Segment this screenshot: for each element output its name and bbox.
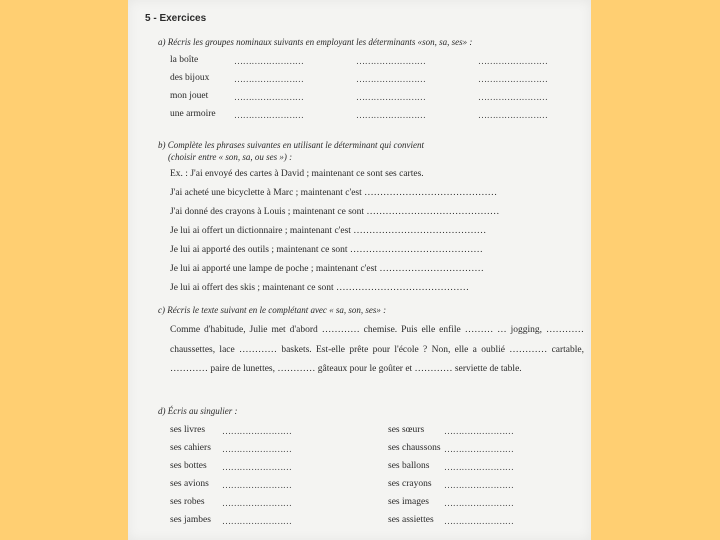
blank-line: …………………… [444,444,514,454]
exercise-a-word: une armoire [170,109,216,119]
exercise-b-instruction-1: b) Complète les phrases suivantes en utilisant le déterminant qui convient [158,140,424,150]
blank-line: …………………… [222,516,292,526]
exercise-a-word: la boîte [170,55,199,65]
blank-line: …………………… [222,426,292,436]
exercise-d-word: ses chaussons [388,443,441,453]
exercise-d-word: ses jambes [170,515,211,525]
blank-line: …………………… [478,74,548,84]
exercise-d-word: ses cahiers [170,443,211,453]
blank-line: …………………… [478,56,548,66]
exercise-b-instruction-2: (choisir entre « son, sa, ou ses ») : [168,152,293,162]
blank-line: …………………… [444,516,514,526]
blank-line: …………………… [356,74,426,84]
exercise-d-word: ses crayons [388,479,432,489]
section-title: 5 - Exercices [145,13,207,24]
blank-line: …………………… [356,92,426,102]
exercise-c-text: Comme d'habitude, Julie met d'abord ………… chemise. Puis elle enfile ……… … jogging, ………… chaussettes, lace ………… baskets. Est-elle prête pour l'école ? Non, elle a oublié ………… cartable, ………… paire de lunettes, ………… gâteaux pour le goûter et ………… serviette de table. [170,325,584,374]
exercise-d-word: ses sœurs [388,425,425,435]
exercise-d-word: ses images [388,497,429,507]
exercise-b-sentence: J'ai donné des crayons à Louis ; maintenant ce sont …………………………………… [170,207,500,217]
blank-line: …………………… [444,498,514,508]
blank-line: …………………… [478,110,548,120]
blank-line: …………………… [444,480,514,490]
blank-line: …………………… [478,92,548,102]
blank-line: …………………… [356,110,426,120]
exercise-d-word: ses bottes [170,461,207,471]
exercise-d-word: ses robes [170,497,205,507]
blank-line: …………………… [234,56,304,66]
exercise-d-word: ses avions [170,479,209,489]
blank-line: …………………… [222,480,292,490]
exercise-b-sentence: Je lui ai apporté une lampe de poche ; maintenant c'est …………………………… [170,264,484,274]
exercise-a-instruction: a) Récris les groupes nominaux suivants en employant les déterminants «son, sa, ses» : [158,37,473,47]
exercise-b-sentence: Je lui ai offert des skis ; maintenant ce sont …………………………………… [170,283,470,293]
exercise-b-sentence: J'ai acheté une bicyclette à Marc ; maintenant c'est …………………………………… [170,188,498,198]
blank-line: …………………… [222,498,292,508]
exercise-d-word: ses ballons [388,461,430,471]
exercise-d-instruction: d) Écris au singulier : [158,406,238,416]
blank-line: …………………… [234,92,304,102]
blank-line: …………………… [444,426,514,436]
worksheet-page [128,0,591,540]
blank-line: …………………… [222,444,292,454]
exercise-a-word: mon jouet [170,91,209,101]
exercise-b-sentence: Ex. : J'ai envoyé des cartes à David ; maintenant ce sont ses cartes. [170,169,424,179]
exercise-d-word: ses livres [170,425,206,435]
exercise-a-word: des bijoux [170,73,210,83]
exercise-b-sentence: Je lui ai apporté des outils ; maintenant ce sont …………………………………… [170,245,483,255]
blank-line: …………………… [444,462,514,472]
blank-line: …………………… [356,56,426,66]
exercise-b-sentence: Je lui ai offert un dictionnaire ; maintenant c'est …………………………………… [170,226,487,236]
blank-line: …………………… [222,462,292,472]
blank-line: …………………… [234,74,304,84]
exercise-c-instruction: c) Récris le texte suivant en le complétant avec « sa, son, ses» : [158,305,387,315]
exercise-d-word: ses assiettes [388,515,434,525]
blank-line: …………………… [234,110,304,120]
